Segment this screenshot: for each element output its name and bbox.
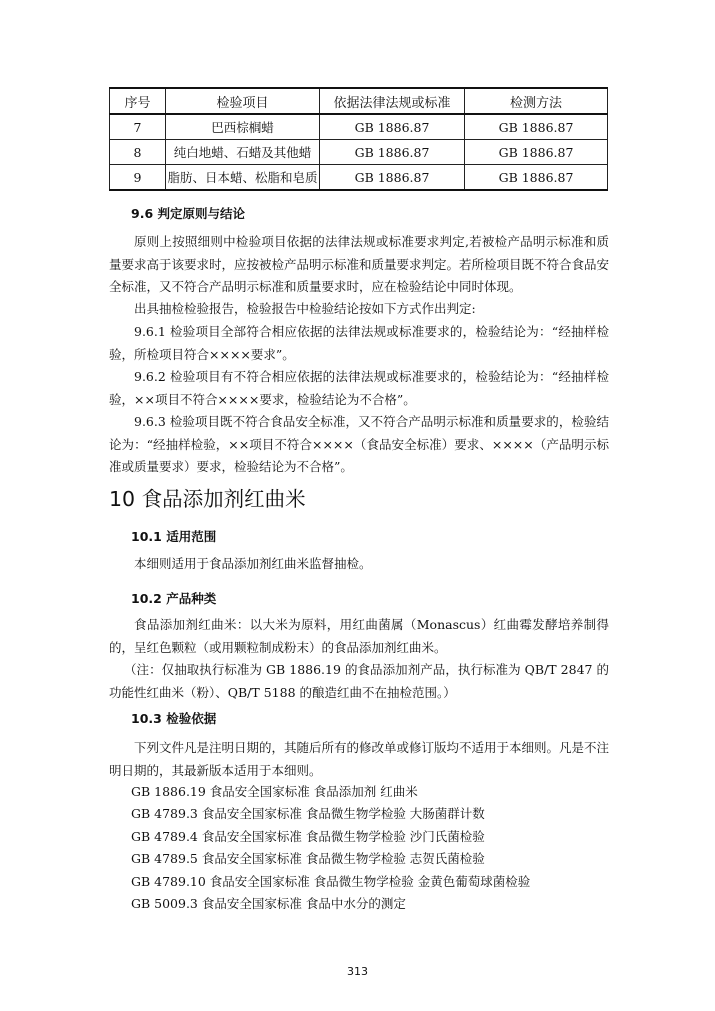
standard-line: GB 4789.5 食品安全国家标准 食品微生物学检验 志贺氏菌检验 [131, 851, 485, 866]
paragraph-9-6-2: 9.6.2 检验项目有不符合相应依据的法律法规或标准要求的，检验结论为：“经抽样检验，××项目不符合××××要求，检验结论为不合格”。 [109, 369, 609, 407]
section-heading-9-6: 9.6 判定原则与结论 [131, 206, 245, 221]
standard-line: GB 5009.3 食品安全国家标准 食品中水分的测定 [131, 896, 406, 911]
paragraph-basis-intro: 下列文件凡是注明日期的，其随后所有的修改单或修订版均不适用于本细则。凡是不注明日期的，其最新版本适用于本细则。 [109, 740, 610, 778]
header-basis: 依据法律法规或标准 [320, 88, 465, 114]
standard-line: GB 4789.4 食品安全国家标准 食品微生物学检验 沙门氏菌检验 [131, 829, 485, 844]
cell-basis: GB 1886.87 [320, 165, 465, 191]
paragraph-scope: 本细则适用于食品添加剂红曲米监督抽检。 [134, 556, 372, 571]
cell-index: 8 [110, 140, 166, 165]
standard-line: GB 1886.19 食品安全国家标准 食品添加剂 红曲米 [131, 784, 418, 799]
inspection-items-table [109, 87, 608, 191]
paragraph-report-intro: 出具抽检检验报告，检验报告中检验结论按如下方式作出判定: [134, 301, 476, 316]
cell-method: GB 1886.87 [465, 114, 608, 140]
table-row [110, 114, 608, 140]
paragraph-note: （注：仅抽取执行标准为 GB 1886.19 的食品添加剂产品，执行标准为 QB/T 2847 的功能性红曲米（粉）、QB/T 5188 的酿造红曲不在抽检范围。） [109, 662, 609, 700]
section-heading-10-1: 10.1 适用范围 [131, 529, 217, 544]
paragraph-9-6-3: 9.6.3 检验项目既不符合食品安全标准，又不符合产品明示标准和质量要求的，检验结论为：“经抽样检验，××项目不符合××××（食品安全标准）要求、××××（产品明示标准或质量要求）要求，检验结论为不合格”。 [109, 414, 609, 474]
table-row [110, 165, 608, 191]
cell-basis: GB 1886.87 [320, 140, 465, 165]
standard-line: GB 4789.10 食品安全国家标准 食品微生物学检验 金黄色葡萄球菌检验 [131, 874, 531, 889]
header-item: 检验项目 [166, 88, 320, 114]
header-index: 序号 [110, 88, 166, 114]
cell-index: 9 [110, 165, 166, 191]
section-heading-10-3: 10.3 检验依据 [131, 711, 217, 726]
paragraph-judgment-principle: 原则上按照细则中检验项目依据的法律法规或标准要求判定,若被检产品明示标准和质量要求高于该要求时，应按被检产品明示标准和质量要求判定。若所检项目既不符合食品安全标准，又不符合产品明示标准和质量要求时，应在检验结论中同时体现。 [109, 234, 610, 294]
table-header-row [110, 88, 608, 114]
cell-basis: GB 1886.87 [320, 114, 465, 140]
cell-method: GB 1886.87 [465, 140, 608, 165]
cell-method: GB 1886.87 [465, 165, 608, 191]
cell-item: 巴西棕榈蜡 [166, 114, 320, 140]
header-method: 检测方法 [465, 88, 608, 114]
cell-item: 纯白地蜡、石蜡及其他蜡 [166, 140, 320, 165]
cell-index: 7 [110, 114, 166, 140]
section-heading-10-2: 10.2 产品种类 [131, 591, 217, 606]
paragraph-9-6-1: 9.6.1 检验项目全部符合相应依据的法律法规或标准要求的，检验结论为：“经抽样检验，所检项目符合××××要求”。 [109, 324, 609, 362]
standard-line: GB 4789.3 食品安全国家标准 食品微生物学检验 大肠菌群计数 [131, 806, 485, 821]
cell-item: 脂肪、日本蜡、松脂和皂质 [166, 165, 320, 191]
page-number: 313 [347, 965, 368, 978]
chapter-title: 10 食品添加剂红曲米 [109, 487, 306, 511]
table-row [110, 140, 608, 165]
paragraph-product-type: 食品添加剂红曲米：以大米为原料，用红曲菌属（Monascus）红曲霉发酵培养制得的，呈红色颗粒（或用颗粒制成粉末）的食品添加剂红曲米。 [109, 617, 609, 655]
